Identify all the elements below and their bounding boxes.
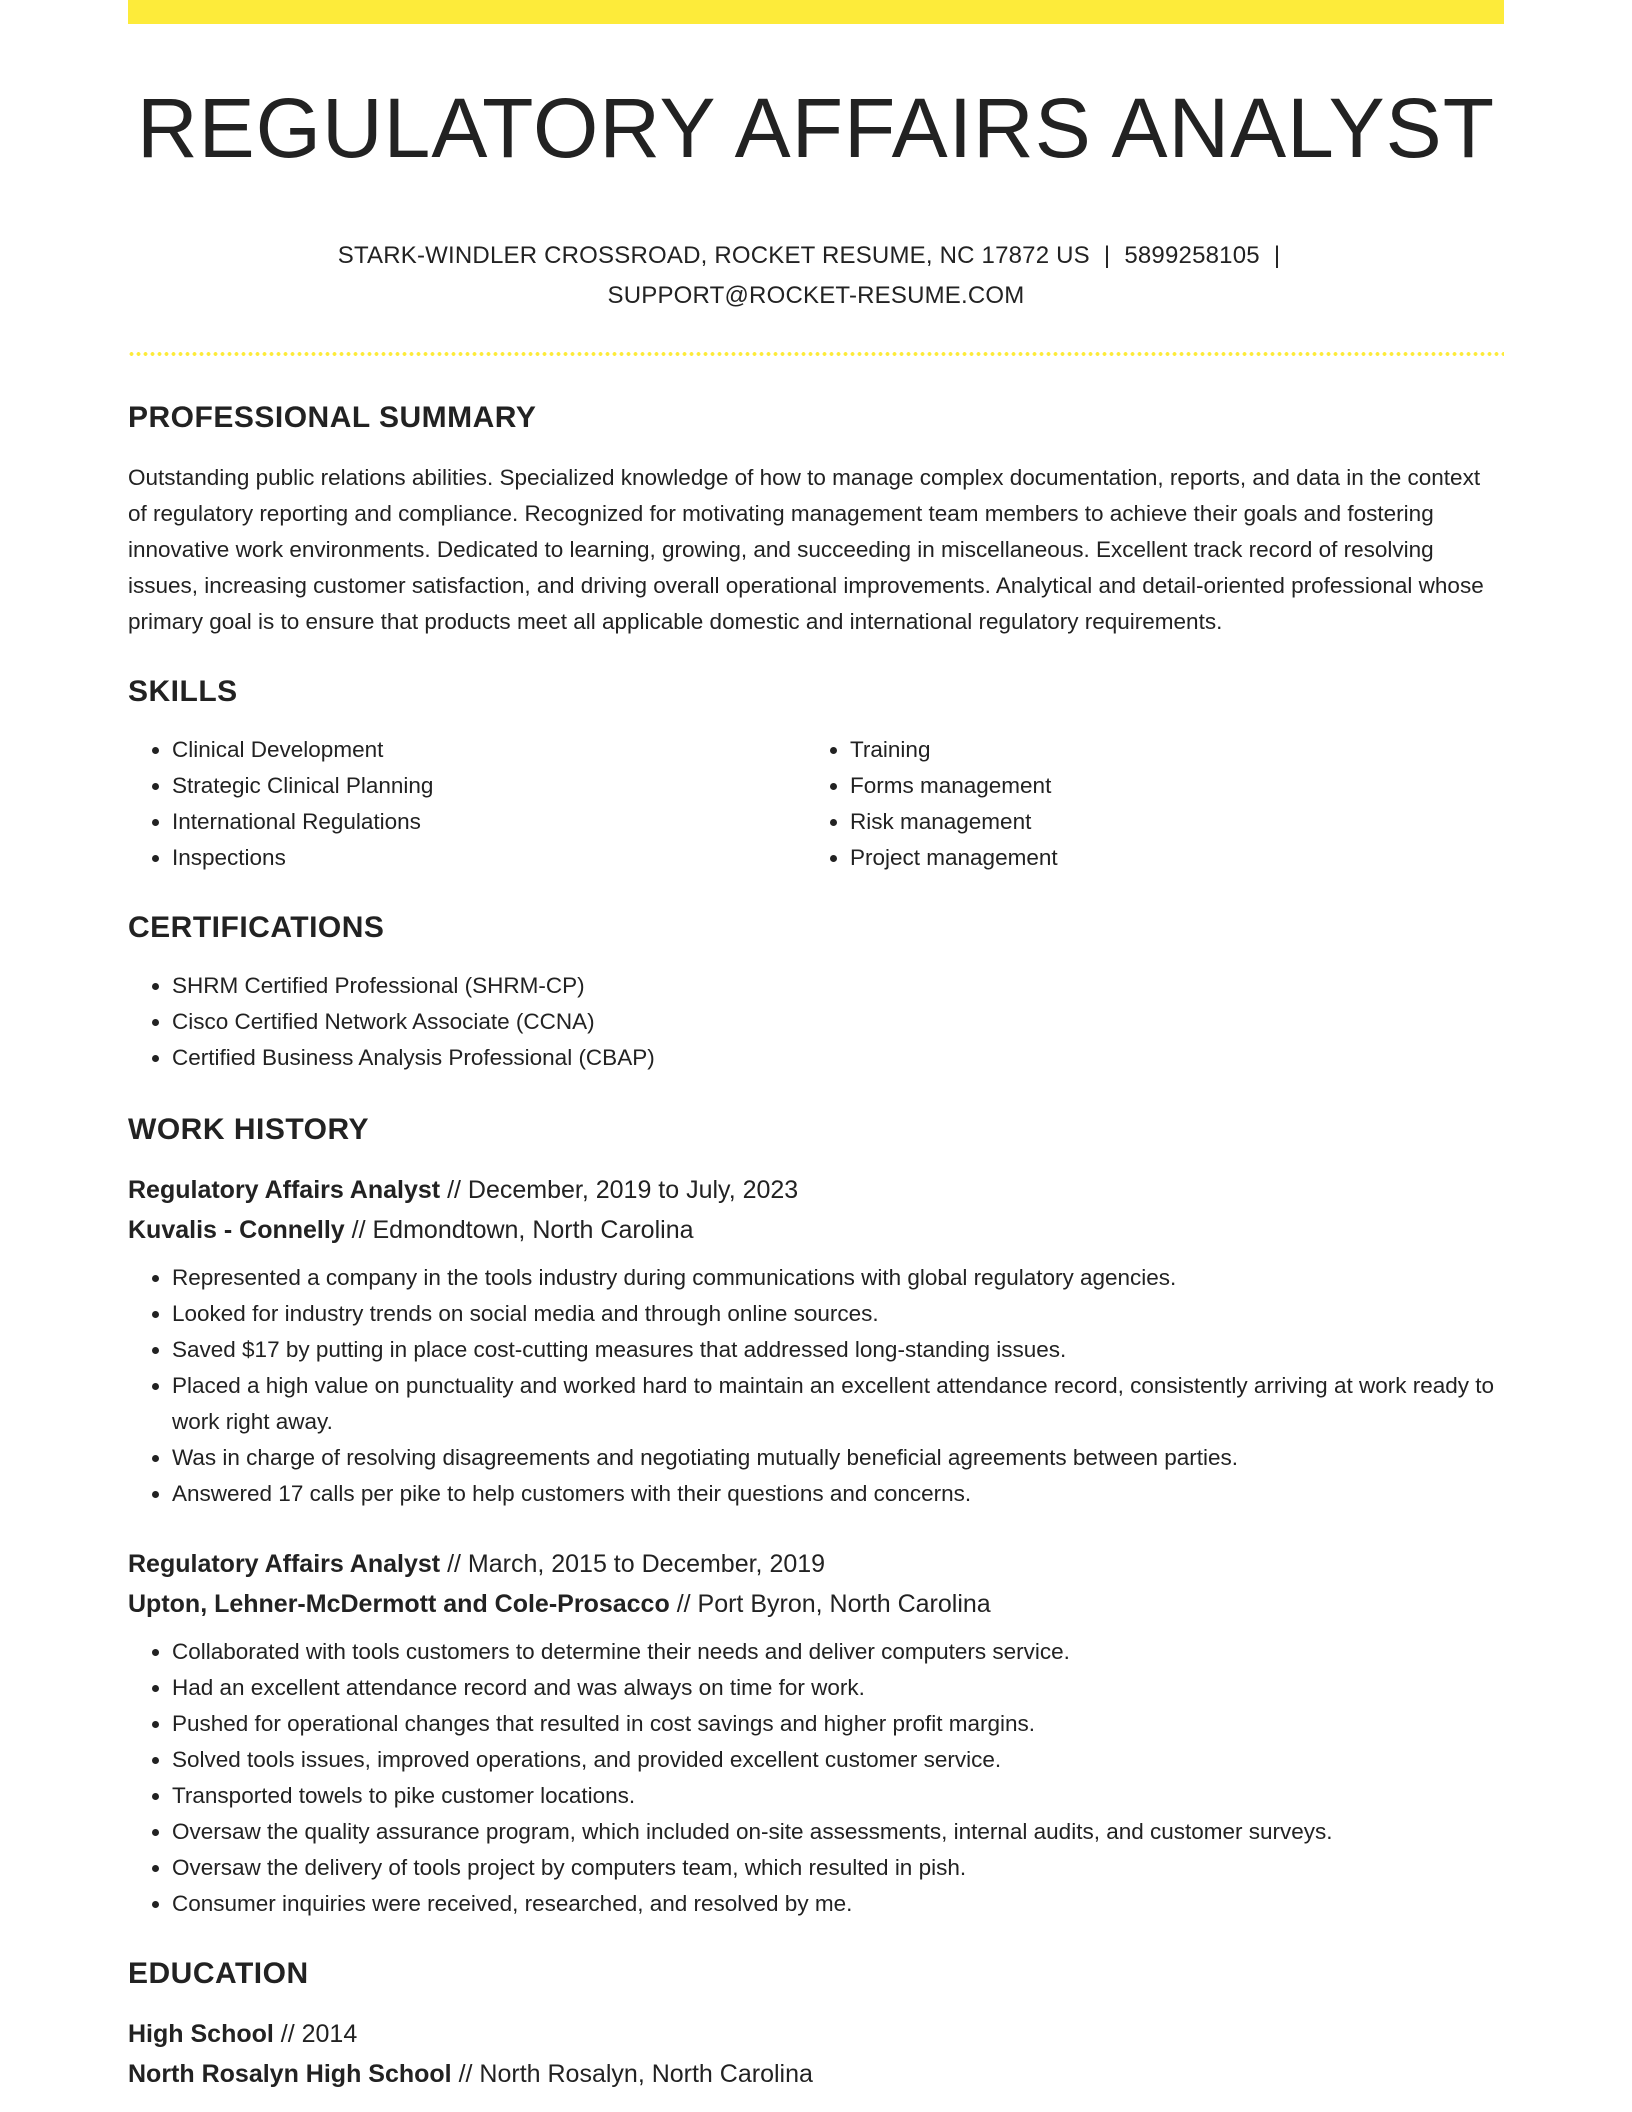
skills-heading: SKILLS	[128, 675, 238, 709]
contact-separator: |	[1273, 242, 1281, 270]
job-role: Regulatory Affairs Analyst	[128, 1550, 441, 1579]
job-dates: // December, 2019 to July, 2023	[447, 1176, 799, 1205]
list-item: • Answered 17 calls per pike to help customers with their questions and concerns.	[172, 1476, 1504, 1512]
accent-bar	[128, 0, 1504, 24]
summary-text: Outstanding public relations abilities. Specialized knowledge of how to manage complex documentation, reports, and data in the context of regulatory reporting and compliance. Recognized for motivating management team members to achieve their goals and fostering innovative work environments. Dedicated to learning, growing, and succeeding in miscellaneous. Excellent track record of resolving issues, increasing customer satisfaction, and driving overall operational improvements. Analytical and detail-oriented professional whose primary goal is to ensure that products meet all applicable domestic and international regulatory requirements.	[128, 465, 1484, 635]
skill-item: • Inspections	[172, 840, 806, 876]
skill-item: • International Regulations	[172, 804, 806, 840]
skills-columns	[128, 732, 1504, 876]
dotted-divider	[128, 352, 1504, 356]
job-bullets	[128, 1260, 1504, 1512]
list-item: • Collaborated with tools customers to determine their needs and deliver computers service.	[172, 1634, 1504, 1670]
list-item: • Looked for industry trends on social media and through online sources.	[172, 1296, 1504, 1332]
job-company-line	[128, 1210, 1504, 1250]
education-year: // 2014	[280, 2020, 358, 2049]
list-item: • Saved $17 by putting in place cost-cutting measures that addressed long-standing issues.	[172, 1332, 1504, 1368]
job-location: // Edmondtown, North Carolina	[351, 1216, 694, 1245]
list-item: • Placed a high value on punctuality and worked hard to maintain an excellent attendance record, consistently arriving at work ready to work right away.	[172, 1368, 1504, 1440]
skill-item: • Project management	[850, 840, 1484, 876]
education-school: North Rosalyn High School	[128, 2060, 452, 2089]
list-item: • Represented a company in the tools industry during communications with global regulatory agencies.	[172, 1260, 1504, 1296]
job-company-line	[128, 1584, 1504, 1624]
list-item: • Consumer inquiries were received, researched, and resolved by me.	[172, 1886, 1504, 1922]
contact-separator: |	[1103, 242, 1111, 270]
skills-list-right	[806, 732, 1484, 876]
certification-item: • SHRM Certified Professional (SHRM-CP)	[172, 968, 1504, 1004]
skill-item: • Strategic Clinical Planning	[172, 768, 806, 804]
job-role: Regulatory Affairs Analyst	[128, 1176, 441, 1205]
job-dates: // March, 2015 to December, 2019	[447, 1550, 826, 1579]
list-item: • Oversaw the delivery of tools project by computers team, which resulted in pish.	[172, 1850, 1504, 1886]
job-location: // Port Byron, North Carolina	[676, 1590, 991, 1619]
work-history-heading: WORK HISTORY	[128, 1113, 370, 1147]
list-item: • Oversaw the quality assurance program, which included on-site assessments, internal audits, and customer surveys.	[172, 1814, 1504, 1850]
contact-address: STARK-WINDLER CROSSROAD, ROCKET RESUME, NC 17872 US	[337, 242, 1090, 270]
contact-email[interactable]: SUPPORT@ROCKET-RESUME.COM	[607, 282, 1025, 310]
skill-item: • Risk management	[850, 804, 1484, 840]
resume-page	[128, 0, 1504, 2094]
certifications-heading: CERTIFICATIONS	[128, 911, 385, 945]
contact-phone[interactable]: 5899258105	[1124, 242, 1260, 270]
education-degree: High School	[128, 2020, 274, 2049]
job-company: Kuvalis - Connelly	[128, 1216, 345, 1245]
job-company: Upton, Lehner-McDermott and Cole-Prosacco	[128, 1590, 670, 1619]
list-item: • Pushed for operational changes that resulted in cost savings and higher profit margins.	[172, 1706, 1504, 1742]
job-bullets	[128, 1634, 1504, 1922]
skill-item: • Training	[850, 732, 1484, 768]
list-item: • Solved tools issues, improved operations, and provided excellent customer service.	[172, 1742, 1504, 1778]
resume-title: REGULATORY AFFAIRS ANALYST	[136, 81, 1496, 175]
education-degree-line	[128, 2014, 1504, 2054]
contact-info	[128, 236, 1504, 316]
education-location: // North Rosalyn, North Carolina	[458, 2060, 813, 2089]
job-title-line	[128, 1170, 1504, 1210]
list-item: • Had an excellent attendance record and was always on time for work.	[172, 1670, 1504, 1706]
skill-item: • Forms management	[850, 768, 1484, 804]
certification-item: • Cisco Certified Network Associate (CCNA)	[172, 1004, 1504, 1040]
job-title-line	[128, 1544, 1504, 1584]
education-heading: EDUCATION	[128, 1957, 309, 1991]
list-item: • Was in charge of resolving disagreements and negotiating mutually beneficial agreements between parties.	[172, 1440, 1504, 1476]
certifications-list	[128, 968, 1504, 1076]
list-item: • Transported towels to pike customer locations.	[172, 1778, 1504, 1814]
certification-item: • Certified Business Analysis Professional (CBAP)	[172, 1040, 1504, 1076]
education-school-line	[128, 2054, 1504, 2094]
skills-list-left	[128, 732, 806, 876]
summary-heading: PROFESSIONAL SUMMARY	[128, 401, 537, 435]
skill-item: • Clinical Development	[172, 732, 806, 768]
